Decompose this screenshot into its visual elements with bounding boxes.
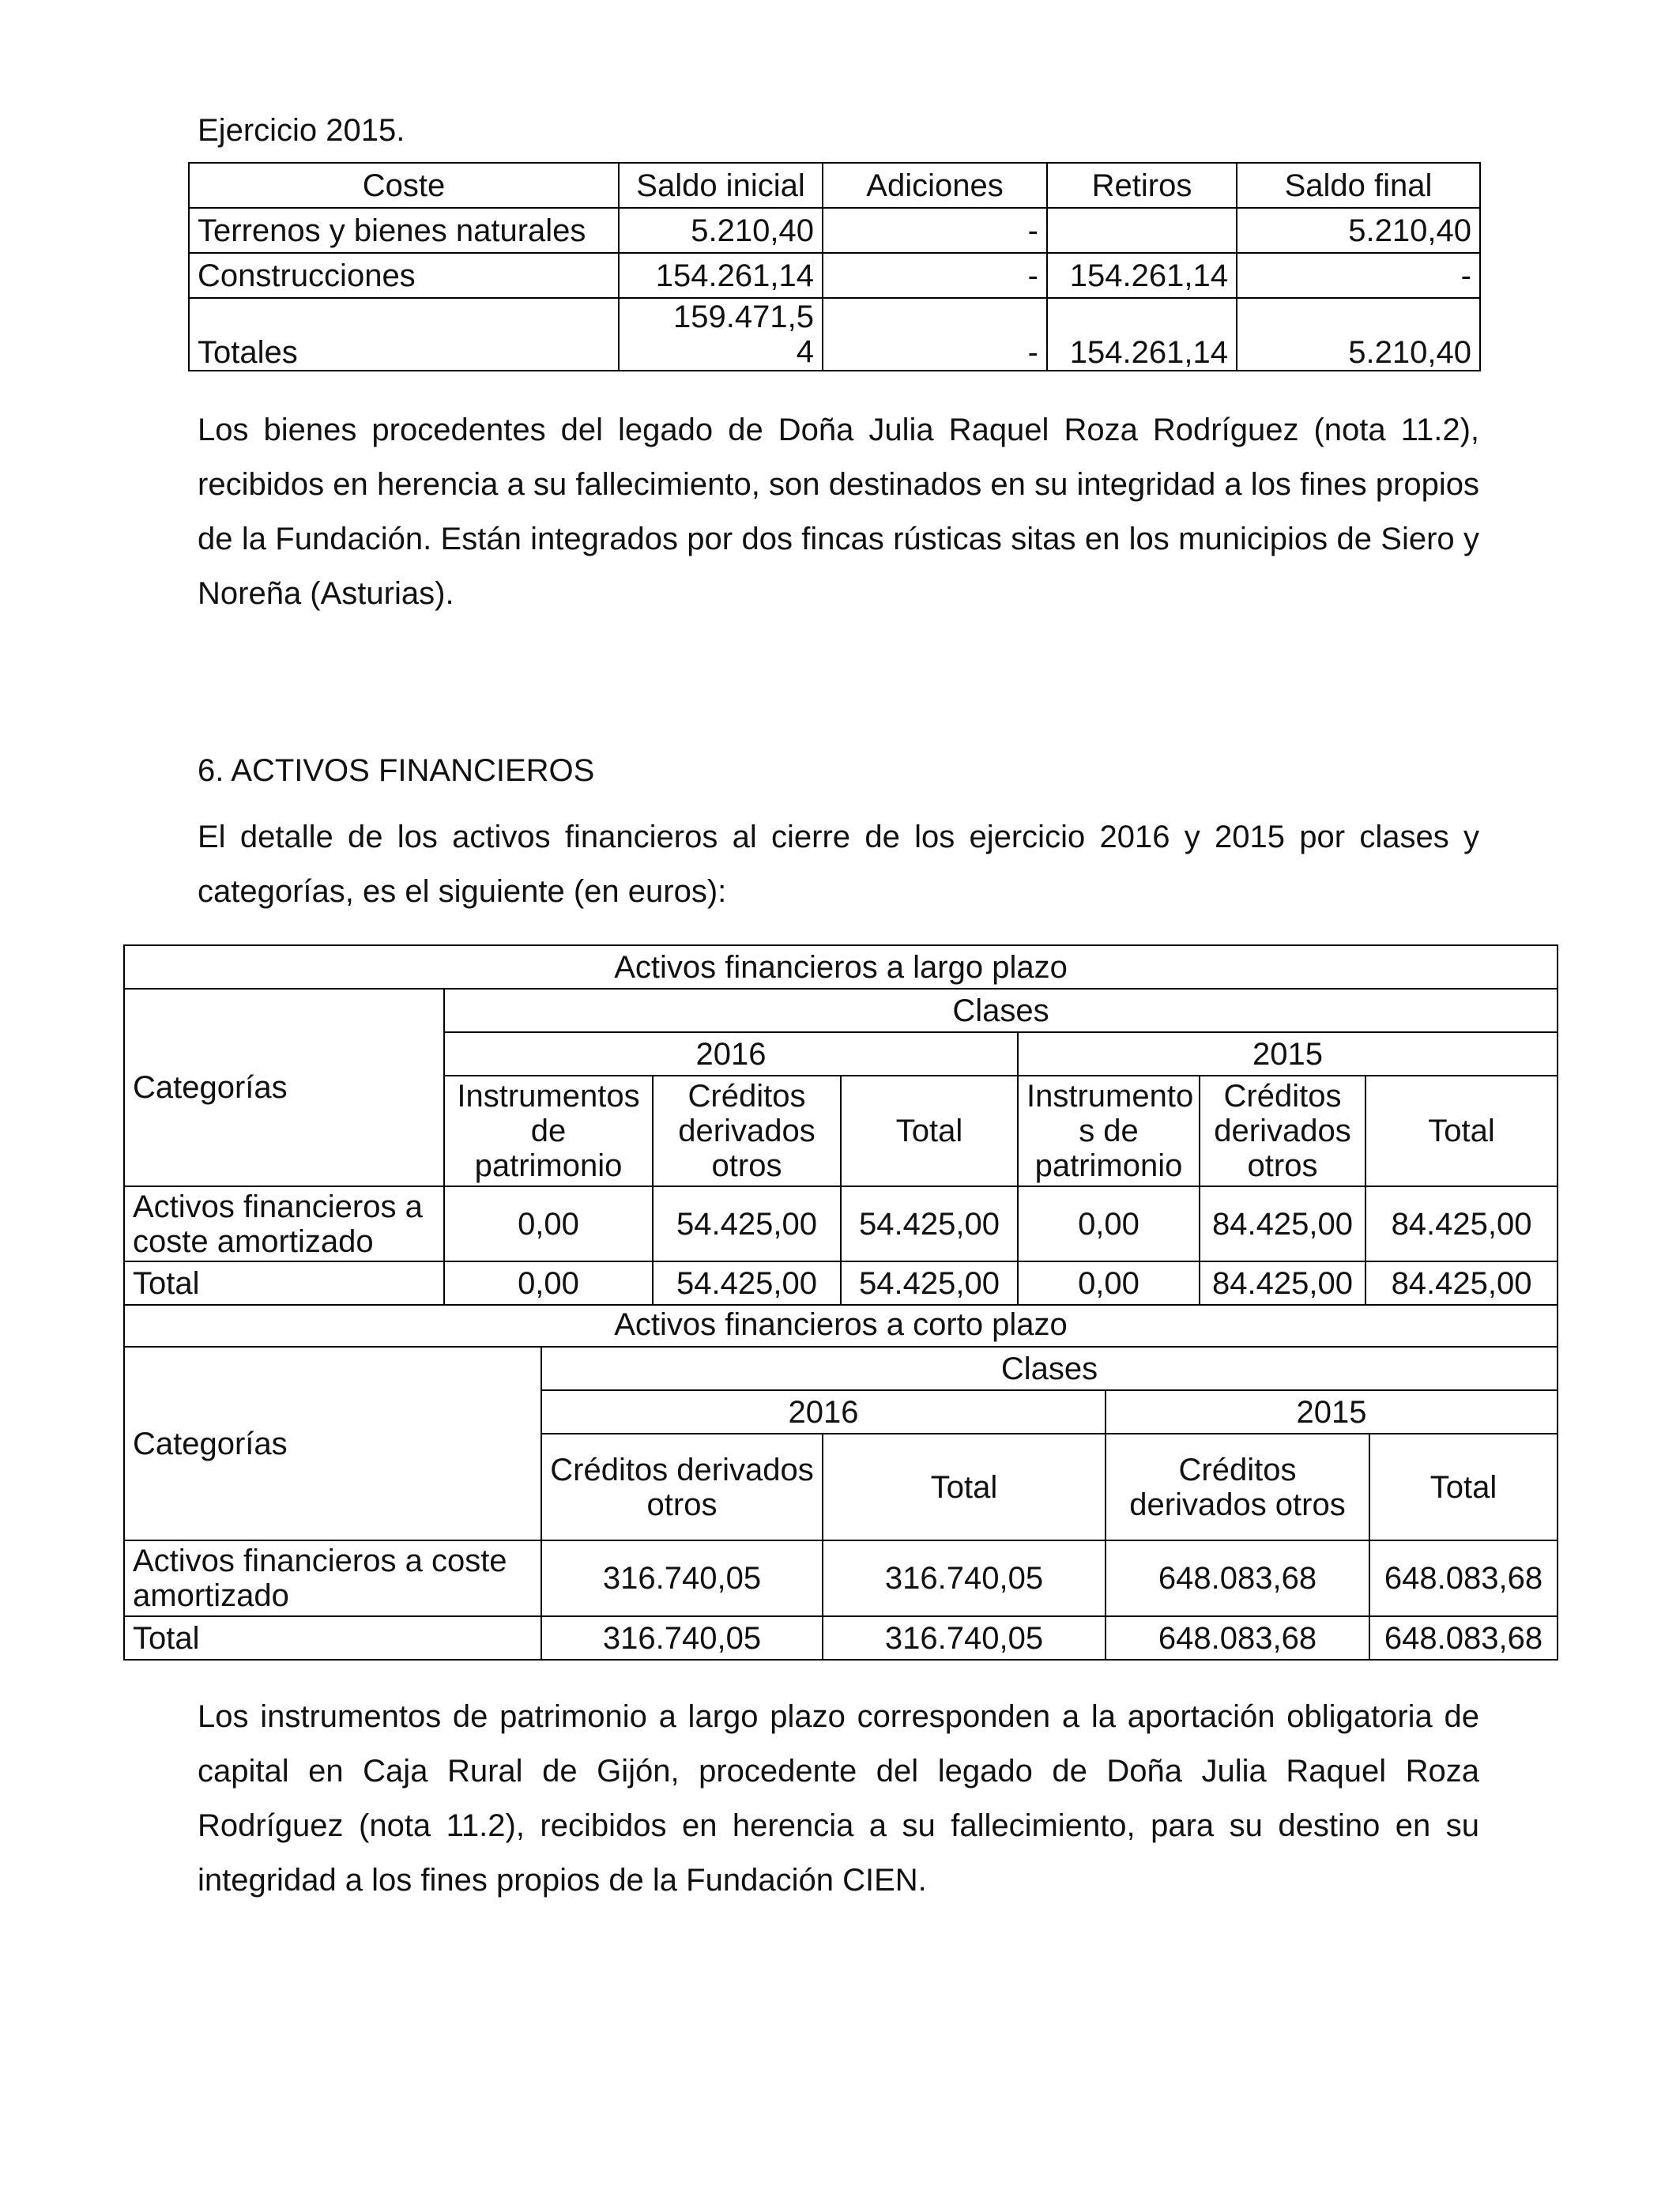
corto-clases: Clases	[541, 1347, 1558, 1390]
cell-value: 316.740,05	[541, 1540, 823, 1616]
total-saldo-inicial-line1: 159.471,5	[673, 300, 814, 334]
cell-value: 154.261,14	[1047, 253, 1237, 298]
cell-value: 648.083,68	[1369, 1616, 1558, 1660]
cell-value: 0,00	[444, 1186, 653, 1261]
header-instrumentos-2015-line2: s de	[1079, 1114, 1139, 1148]
cell-value: 54.425,00	[653, 1261, 841, 1305]
largo-categorias: Categorías	[124, 989, 444, 1186]
cell-value: -	[823, 208, 1047, 253]
cell-value: 316.740,05	[823, 1616, 1106, 1660]
header-instrumentos-2015-line3: patrimonio	[1034, 1148, 1183, 1183]
corto-categorias: Categorías	[124, 1347, 541, 1540]
header-total-2016: Total	[823, 1434, 1106, 1540]
cell-value: 54.425,00	[841, 1261, 1018, 1305]
corto-year-2015: 2015	[1106, 1390, 1558, 1434]
table-header-row	[189, 163, 1480, 208]
table-total-row	[124, 1616, 1558, 1660]
total-saldo-inicial-line2: 4	[796, 334, 814, 369]
cell-value	[1047, 208, 1237, 253]
paragraph-detalle: El detalle de los activos financieros al cierre de los ejercicio 2016 y 2015 por clases y categorías, es el siguiente (en euros):	[198, 820, 1479, 909]
header-instrumentos-2015-line1: Instrumento	[1026, 1079, 1194, 1114]
header-total-2016: Total	[841, 1076, 1018, 1186]
cell-value: 154.261,14	[1047, 298, 1237, 371]
header-creditos-2016: Créditos derivados otros	[541, 1434, 823, 1540]
row-label: Construcciones	[189, 253, 619, 298]
cell-value: 54.425,00	[841, 1186, 1018, 1261]
cell-value: 648.083,68	[1106, 1540, 1369, 1616]
table-row	[124, 1186, 1558, 1261]
corto-year-2016: 2016	[541, 1390, 1106, 1434]
cell-value: -	[1237, 253, 1480, 298]
table-total-row	[189, 298, 1480, 371]
row-label: Activos financieros a coste amortizado	[124, 1540, 541, 1616]
header-saldo-final: Saldo final	[1237, 163, 1480, 208]
row-label: Total	[124, 1616, 541, 1660]
row-label: Terrenos y bienes naturales	[189, 208, 619, 253]
cell-value: 0,00	[1018, 1261, 1200, 1305]
header-total-2015: Total	[1365, 1076, 1558, 1186]
paragraph-legado: Los bienes procedentes del legado de Doña Julia Raquel Roza Rodríguez (nota 11.2), recibidos en herencia a su fallecimiento, son destinados en su integridad a los fines propios de la Fundación. Están integrados por dos fincas rústicas sitas en los municipios de Siero y Noreña (Asturias).	[198, 413, 1479, 611]
corto-title: Activos financieros a corto plazo	[124, 1303, 1558, 1347]
header-saldo-inicial: Saldo inicial	[619, 163, 823, 208]
header-total-2015: Total	[1369, 1434, 1558, 1540]
header-creditos-2016: Créditos derivados otros	[653, 1076, 841, 1186]
header-instrumentos-2016: Instrumentos de patrimonio	[444, 1076, 653, 1186]
row-label: Total	[124, 1261, 444, 1305]
largo-clases: Clases	[444, 989, 1558, 1032]
header-creditos-2015: Créditos derivados otros	[1106, 1434, 1369, 1540]
cell-value: 0,00	[444, 1261, 653, 1305]
cell-value: 0,00	[1018, 1186, 1200, 1261]
header-instrumentos-2015	[1018, 1076, 1200, 1186]
cell-value: 5.210,40	[619, 208, 823, 253]
cell-value: -	[823, 298, 1047, 371]
cell-value: 648.083,68	[1369, 1540, 1558, 1616]
header-creditos-2015: Créditos derivados otros	[1200, 1076, 1365, 1186]
largo-year-2016: 2016	[444, 1032, 1018, 1076]
table-row	[189, 253, 1480, 298]
row-label: Totales	[189, 298, 619, 371]
cell-value: 84.425,00	[1365, 1186, 1558, 1261]
row-label: Activos financieros a coste amortizado	[124, 1186, 444, 1261]
ejercicio-title: Ejercicio 2015.	[198, 113, 405, 148]
table-corto-plazo	[123, 1303, 1558, 1661]
table-row	[189, 208, 1480, 253]
section-title: 6. ACTIVOS FINANCIEROS	[198, 753, 595, 788]
cell-value: 84.425,00	[1365, 1261, 1558, 1305]
header-adiciones: Adiciones	[823, 163, 1047, 208]
table-ejercicio-2015	[188, 162, 1481, 371]
cell-value	[619, 298, 823, 371]
cell-value: 648.083,68	[1106, 1616, 1369, 1660]
cell-value: 84.425,00	[1200, 1186, 1365, 1261]
table-largo-plazo	[123, 944, 1558, 1306]
cell-value: 316.740,05	[823, 1540, 1106, 1616]
header-coste: Coste	[189, 163, 619, 208]
header-retiros: Retiros	[1047, 163, 1237, 208]
cell-value: 84.425,00	[1200, 1261, 1365, 1305]
cell-value: 54.425,00	[653, 1186, 841, 1261]
table-row	[124, 1540, 1558, 1616]
cell-value: 5.210,40	[1237, 298, 1480, 371]
cell-value: 5.210,40	[1237, 208, 1480, 253]
largo-title: Activos financieros a largo plazo	[124, 945, 1558, 989]
largo-year-2015: 2015	[1018, 1032, 1558, 1076]
paragraph-instrumentos: Los instrumentos de patrimonio a largo plazo corresponden a la aportación obligatoria de capital en Caja Rural de Gijón, procedente del legado de Doña Julia Raquel Roza Rodríguez (nota 11.2), recibidos en herencia a su fallecimiento, para su destino en su integridad a los fines propios de la Fundación CIEN.	[198, 1699, 1479, 1898]
cell-value: 316.740,05	[541, 1616, 823, 1660]
cell-value: -	[823, 253, 1047, 298]
cell-value: 154.261,14	[619, 253, 823, 298]
table-total-row	[124, 1261, 1558, 1305]
